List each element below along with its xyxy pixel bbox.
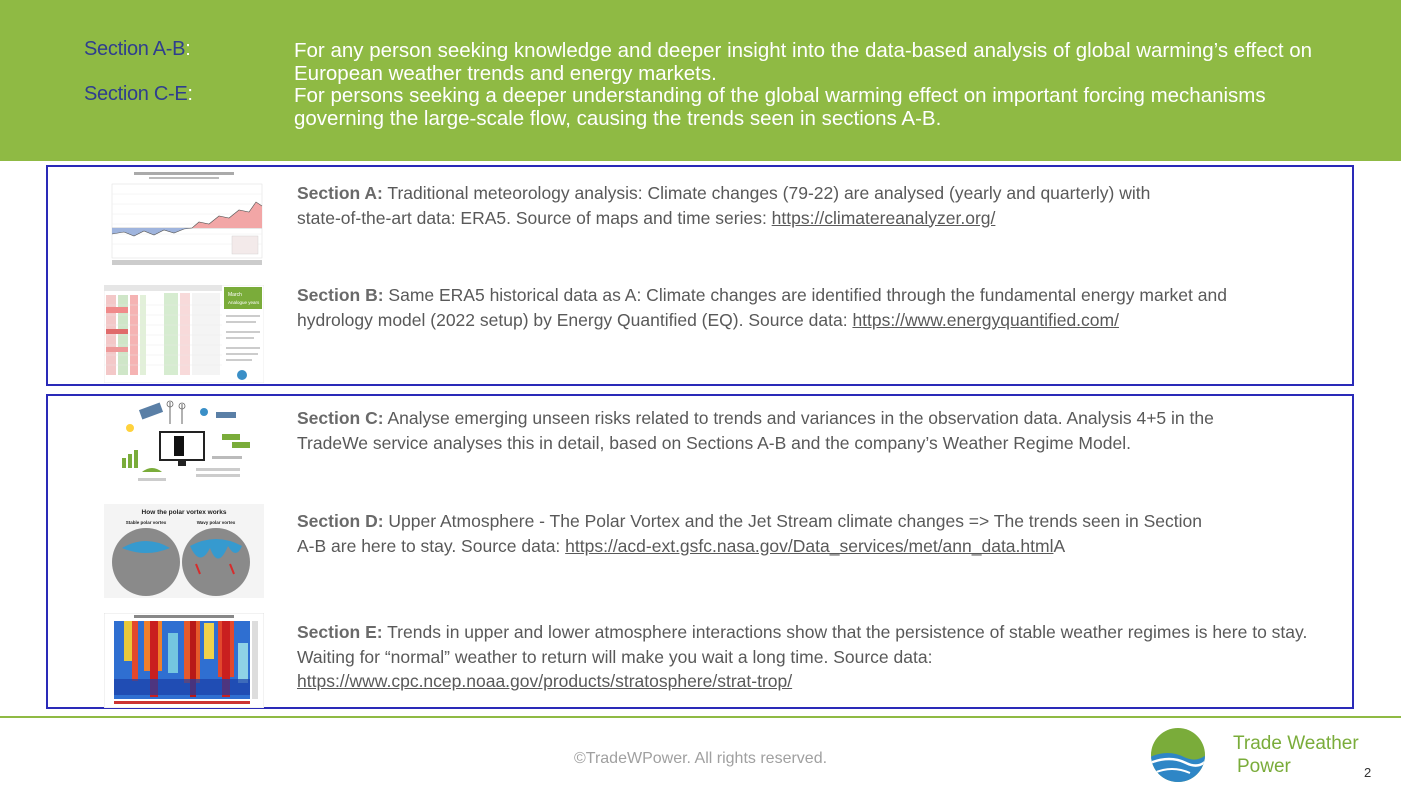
section-ce-label: Section C-E: [84,83,193,105]
section-c-text: Section C: Analyse emerging unseen risks related to trends and variances in the observation data. Analysis 4+5 in the TradeWe service analyses this in detail, based on Sections A-B and the company’s Weather Regime Model. [297,408,1214,453]
logo-text-trade-weather: Trade Weather [1233,733,1359,754]
section-e-link[interactable]: https://www.cpc.ncep.noaa.gov/products/stratosphere/strat-trop/ [297,671,793,691]
polar-thumb-left-label: Stable polar vortex [125,520,167,525]
section-e-text: Section E: Trends in upper and lower atmosphere interactions show that the persistence of stable weather regimes is here to stay. Waiting for “normal” weather to return will make you wait a long time. Source data: https://www.cpc.ncep.noaa.gov/products/stratosphere/strat-trop/ [297,622,1308,691]
section-e-title: Section E: [297,622,383,642]
cpc-annular-mode-thumbnail [104,613,264,708]
section-ab-description: For any person seeking knowledge and deeper insight into the data-based analysis of global warming’s effect on European weather trends and energy markets. [294,39,1313,85]
page-number: 2 [1364,765,1372,780]
section-a-link[interactable]: https://climatereanalyzer.org/ [771,207,996,228]
logo-text-power: Power [1237,756,1291,777]
energy-quantified-table-thumbnail [104,285,264,383]
section-d-text: Section D: Upper Atmosphere - The Polar Vortex and the Jet Stream climate changes => The trends seen in Section A-B are here to stay. Source data: https://acd-ext.gsfc.nasa.gov/Data_services/met/ann_data.htmlA [297,511,1202,556]
polar-vortex-thumbnail [104,504,264,598]
section-d-title: Section D: [297,511,384,531]
section-a-title: Section A: [297,183,383,203]
eq-thumb-title: March [228,292,242,298]
footer-divider [0,716,1401,718]
section-b-link[interactable]: https://www.energyquantified.com/ [852,309,1119,330]
temperature-anomaly-thumbnail [104,170,264,270]
section-ab-label: Section A-B: [84,38,191,60]
section-a-text: Section A: Traditional meteorology analysis: Climate changes (79-22) are analysed (yearly and quarterly) with state-of-the-art data: ERA5. Source of maps and time series: https://climatereanalyzer.org/ [297,183,1151,228]
eq-thumb-subtitle: Analogue years [228,300,260,305]
section-ce-description: For persons seeking a deeper understanding of the global warming effect on important forcing mechanisms governing the large-scale flow, causing the trends seen in sections A-B. [294,84,1266,130]
section-d-link[interactable]: https://acd-ext.gsfc.nasa.gov/Data_services/met/ann_data.html [565,535,1054,556]
weather-regime-infographic-thumbnail [112,400,262,485]
header-banner [0,0,1401,161]
copyright-text: ©TradeWPower. All rights reserved. [573,750,828,767]
section-c-title: Section C: [297,408,384,428]
section-b-title: Section B: [297,285,384,305]
polar-thumb-right-label: Wavy polar vortex [196,520,236,525]
polar-thumb-title: How the polar vortex works [141,509,227,516]
section-b-text: Section B: Same ERA5 historical data as A: Climate changes are identified through the fundamental energy market and hydrology model (2022 setup) by Energy Quantified (EQ). Source data: https://www.energyquantified.com/ [297,285,1227,330]
trade-weather-power-logo-icon [1150,727,1206,783]
